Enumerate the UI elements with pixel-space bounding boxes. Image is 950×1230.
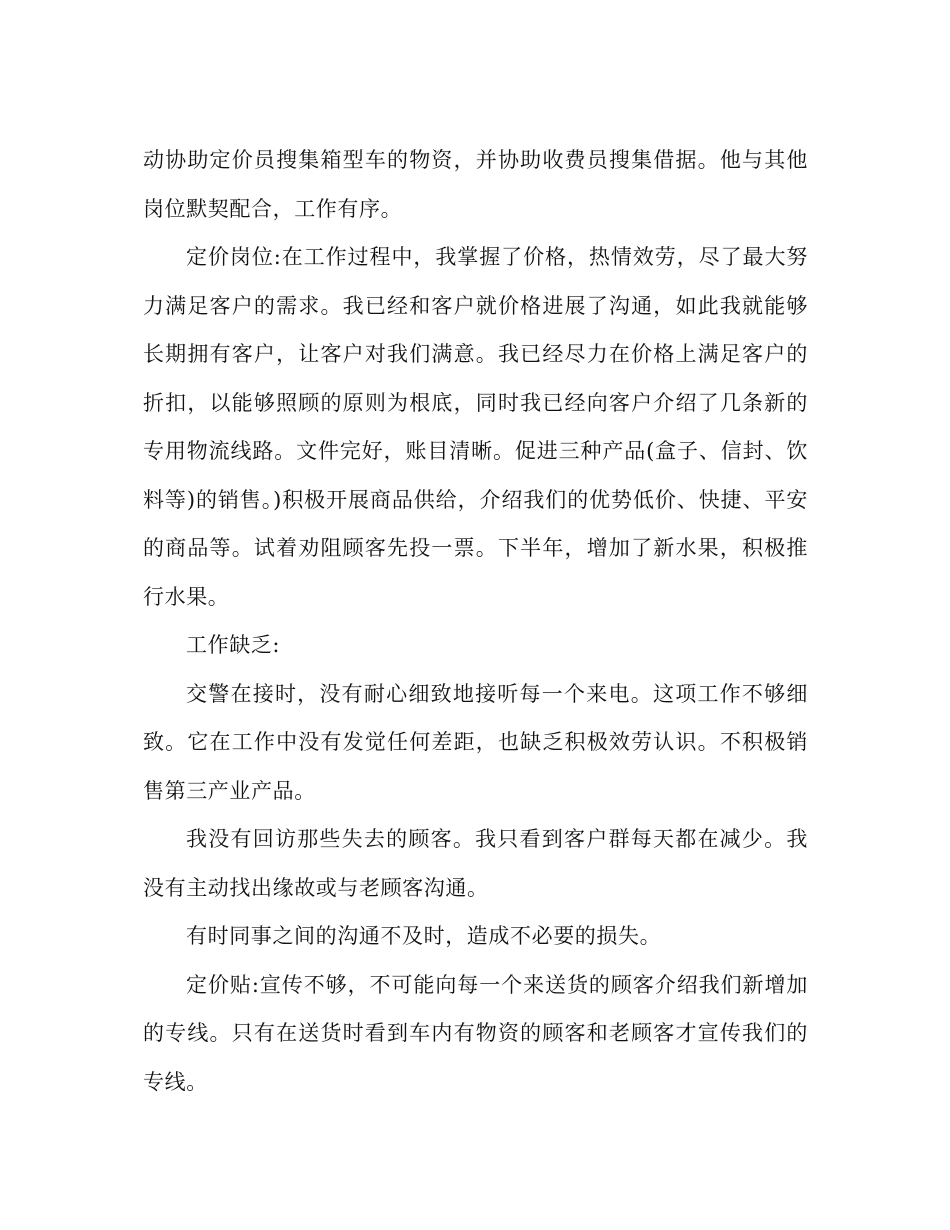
paragraph-pricing-role: 定价岗位:在工作过程中，我掌握了价格，热情效劳，尽了最大努力满足客户的需求。我已经和客户就价格进展了沟通，如此我就能够长期拥有客户，让客户对我们满意。我已经尽力在价格上满足客户的折扣，以能够照顾的原则为根底，同时我已经向客户介绍了几条新的专用物流线路。文件完好，账目清晰。促进三种产品(盒子、信封、饮料等)的销售。)积极开展商品供给，介绍我们的优势低价、快捷、平安的商品等。试着劝阻顾客先投一票。下半年，增加了新水果，积极推行水果。 (143, 245, 808, 609)
paragraph-customer-followup: 我没有回访那些失去的顾客。我只看到客户群每天都在减少。我没有主动找出缘故或与老顾客沟通。 (143, 827, 808, 900)
document-body (143, 136, 808, 1106)
paragraph-continuation: 动协助定价员搜集箱型车的物资，并协助收费员搜集借据。他与其他岗位默契配合，工作有序。 (143, 148, 808, 221)
paragraph-call-handling: 交警在接时，没有耐心细致地接听每一个来电。这项工作不够细致。它在工作中没有发觉任何差距，也缺乏积极效劳认识。不积极销售第三产业产品。 (143, 681, 808, 803)
paragraph-communication: 有时同事之间的沟通不及时，造成不必要的损失。 (186, 924, 662, 948)
paragraph-shortcomings-heading: 工作缺乏: (186, 633, 281, 657)
paragraph-publicity: 定价贴:宣传不够，不可能向每一个来送货的顾客介绍我们新增加的专线。只有在送货时看到车内有物资的顾客和老顾客才宣传我们的专线。 (143, 972, 808, 1094)
